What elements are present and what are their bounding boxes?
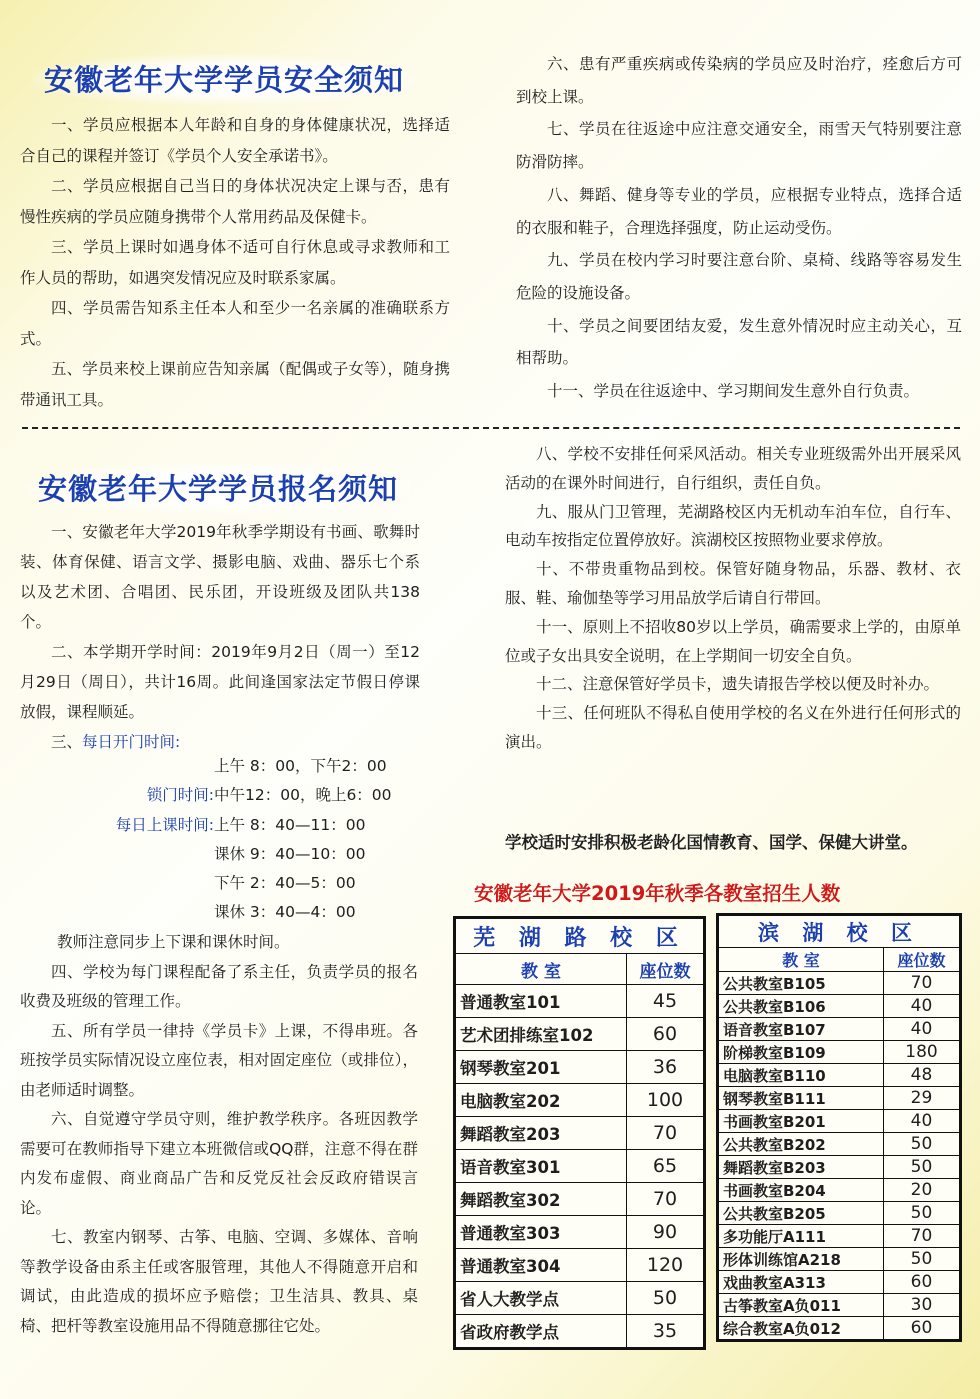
table-row xyxy=(455,1018,705,1051)
lock-time-label: 锁门时间: xyxy=(146,786,214,805)
seat-count: 50 xyxy=(884,1202,961,1225)
room-name: 舞蹈教室302 xyxy=(455,1183,627,1216)
table-row xyxy=(455,1150,705,1183)
seat-count: 20 xyxy=(884,1179,961,1202)
room-name: 艺术团排练室102 xyxy=(455,1018,627,1051)
open-time-value: 上午 8：00，下午2：00 xyxy=(214,757,387,775)
open-time-label: 每日开门时间: xyxy=(82,733,181,751)
table-row xyxy=(718,1110,961,1133)
seat-count: 50 xyxy=(627,1282,705,1315)
enroll-item-1: 一、安徽老年大学2019年秋季学期设有书画、歌舞时装、体育保健、语言文学、摄影电脑、戏曲、器乐七个系以及艺术团、合唱团、民乐团，开设班级及团队共138个。 xyxy=(20,523,420,631)
class-time-4: 课休 3：40—4：00 xyxy=(214,903,356,922)
table-row xyxy=(455,1315,705,1349)
room-name: 普通教室303 xyxy=(455,1216,627,1249)
wuhu-campus-table xyxy=(453,916,706,1350)
schedule-block xyxy=(88,752,392,928)
seat-count: 180 xyxy=(884,1041,961,1064)
seat-count: 29 xyxy=(884,1087,961,1110)
table-row xyxy=(718,1225,961,1248)
seat-count: 35 xyxy=(627,1315,705,1349)
table-row xyxy=(718,1041,961,1064)
seat-count: 65 xyxy=(627,1150,705,1183)
table-row xyxy=(455,1216,705,1249)
safety-right-column xyxy=(516,48,962,408)
seat-count: 70 xyxy=(627,1117,705,1150)
enroll-right-column xyxy=(505,440,961,757)
seat-count: 60 xyxy=(884,1317,961,1341)
safety-item-4: 四、学员需告知系主任本人和至少一名亲属的准确联系方式。 xyxy=(20,299,450,348)
table-row xyxy=(718,1294,961,1317)
seat-count: 40 xyxy=(884,995,961,1018)
room-name: 语音教室B107 xyxy=(718,1018,884,1041)
enroll-left-top xyxy=(20,517,420,757)
room-name: 古筝教室A负011 xyxy=(718,1294,884,1317)
table-row xyxy=(455,1282,705,1315)
table-row xyxy=(718,1018,961,1041)
seat-count: 50 xyxy=(884,1133,961,1156)
safety-item-9: 九、学员在校内学习时要注意台阶、桌椅、线路等容易发生危险的设施设备。 xyxy=(516,251,962,302)
seat-count: 48 xyxy=(884,1064,961,1087)
enroll-item-12: 十二、注意保管好学员卡，遗失请报告学校以便及时补办。 xyxy=(536,675,940,694)
room-name: 钢琴教室201 xyxy=(455,1051,627,1084)
seat-count: 90 xyxy=(627,1216,705,1249)
seat-count: 50 xyxy=(884,1156,961,1179)
room-name: 省政府教学点 xyxy=(455,1315,627,1349)
lock-time-value: 中午12：00，晚上6：00 xyxy=(214,786,392,805)
enroll-item-2: 二、本学期开学时间：2019年9月2日（周一）至12月29日（周日），共计16周。此间逢国家法定节假日停课放假，课程顺延。 xyxy=(20,643,420,721)
table-row xyxy=(718,1317,961,1341)
enroll-title: 安徽老年大学学员报名须知 xyxy=(38,467,398,508)
table-row xyxy=(718,1133,961,1156)
wuhu-table-body xyxy=(455,985,705,1349)
seat-count: 120 xyxy=(627,1249,705,1282)
seat-count: 70 xyxy=(884,1225,961,1248)
table-row xyxy=(718,1202,961,1225)
room-name: 省人大教学点 xyxy=(455,1282,627,1315)
room-name: 综合教室A负012 xyxy=(718,1317,884,1341)
table-row xyxy=(455,1117,705,1150)
seat-count: 70 xyxy=(884,972,961,995)
room-name: 舞蹈教室203 xyxy=(455,1117,627,1150)
room-name: 电脑教室B110 xyxy=(718,1064,884,1087)
room-name: 钢琴教室B111 xyxy=(718,1087,884,1110)
table-row xyxy=(718,1087,961,1110)
enroll-item-4: 四、学校为每门课程配备了系主任，负责学员的报名收费及班级的管理工作。 xyxy=(20,962,418,1010)
room-name: 形体训练馆A218 xyxy=(718,1248,884,1271)
room-name: 阶梯教室B109 xyxy=(718,1041,884,1064)
enroll-left-bottom xyxy=(20,928,418,1341)
seat-count: 70 xyxy=(627,1183,705,1216)
class-time-1: 上午 8：40—11：00 xyxy=(214,815,366,834)
class-time-label: 每日上课时间: xyxy=(115,815,214,834)
enroll-item-11: 十一、原则上不招收80岁以上学员，确需要求上学的，由原单位或子女出具安全说明，在上学期间一切安全自负。 xyxy=(505,617,961,665)
room-name: 语音教室301 xyxy=(455,1150,627,1183)
enroll-item-3-prefix: 三、 xyxy=(51,733,83,751)
teacher-note: 教师注意同步上下课和课休时间。 xyxy=(57,933,290,951)
enroll-item-10: 十、不带贵重物品到校。保管好随身物品，乐器、教材、衣服、鞋、瑜伽垫等学习用品放学后请自行带回。 xyxy=(505,560,961,607)
seat-count: 40 xyxy=(884,1018,961,1041)
binhu-campus-table xyxy=(716,913,962,1342)
table-row xyxy=(455,1051,705,1084)
seat-count: 100 xyxy=(627,1084,705,1117)
safety-item-2: 二、学员应根据自己当日的身体状况决定上课与否，患有慢性疾病的学员应随身携带个人常用药品及保健卡。 xyxy=(20,177,450,226)
lecture-note: 学校适时安排积极老龄化国情教育、国学、保健大讲堂。 xyxy=(505,833,918,852)
room-column-header: 教 室 xyxy=(718,948,884,972)
room-name: 公共教室B205 xyxy=(718,1202,884,1225)
table-row xyxy=(718,972,961,995)
room-name: 公共教室B106 xyxy=(718,995,884,1018)
table-row xyxy=(718,1271,961,1294)
seat-count: 60 xyxy=(884,1271,961,1294)
seats-column-header: 座位数 xyxy=(627,954,705,985)
seats-title: 安徽老年大学2019年秋季各教室招生人数 xyxy=(474,882,841,905)
safety-item-10: 十、学员之间要团结友爱，发生意外情况时应主动关心，互相帮助。 xyxy=(516,316,962,368)
safety-item-1: 一、学员应根据本人年龄和自身的身体健康状况，选择适合自己的课程并签订《学员个人安全承诺书》。 xyxy=(20,116,450,165)
seat-count: 30 xyxy=(884,1294,961,1317)
enroll-item-8: 八、学校不安排任何采风活动。相关专业班级需外出开展采风活动的在课外时间进行，自行组织，责任自负。 xyxy=(505,445,961,492)
enroll-item-9: 九、服从门卫管理，芜湖路校区内无机动车泊车位，自行车、电动车按指定位置停放好。滨湖校区按照物业要求停放。 xyxy=(505,502,961,550)
room-name: 舞蹈教室B203 xyxy=(718,1156,884,1179)
table-row xyxy=(455,1084,705,1117)
table-row xyxy=(455,1249,705,1282)
safety-item-3: 三、学员上课时如遇身体不适可自行休息或寻求教师和工作人员的帮助，如遇突发情况应及时联系家属。 xyxy=(20,238,450,287)
class-time-3: 下午 2：40—5：00 xyxy=(214,874,356,893)
room-name: 普通教室304 xyxy=(455,1249,627,1282)
safety-item-7: 七、学员在往返途中应注意交通安全，雨雪天气特别要注意防滑防摔。 xyxy=(516,120,962,172)
table-row xyxy=(718,1156,961,1179)
table-row xyxy=(718,1064,961,1087)
section-divider xyxy=(22,427,960,429)
room-name: 书画教室B204 xyxy=(718,1179,884,1202)
enroll-item-13: 十三、任何班队不得私自使用学校的名义在外进行任何形式的演出。 xyxy=(505,704,961,751)
enroll-item-5: 五、所有学员一律持《学员卡》上课，不得串班。各班按学员实际情况设立座位表，相对固定座位（或排位），由老师适时调整。 xyxy=(20,1021,418,1099)
enroll-item-7: 七、教室内钢琴、古筝、电脑、空调、多媒体、音响等教学设备由系主任或客服管理，其他人不得随意开启和调试，由此造成的损坏应予赔偿；卫生洁具、教具、桌椅、把杆等教室设施用品不得随意挪往它处。 xyxy=(20,1228,418,1335)
enroll-item-6: 六、自觉遵守学员守则，维护教学秩序。各班因教学需要可在教师指导下建立本班微信或QQ群，注意不得在群内发布虚假、商业商品广告和反党反社会反政府错误言论。 xyxy=(20,1110,418,1217)
table-row xyxy=(455,1183,705,1216)
safety-item-5: 五、学员来校上课前应告知亲属（配偶或子女等），随身携带通讯工具。 xyxy=(20,360,450,409)
safety-title: 安徽老年大学学员安全须知 xyxy=(44,58,404,99)
table-row xyxy=(455,985,705,1018)
seat-count: 50 xyxy=(884,1248,961,1271)
seat-count: 36 xyxy=(627,1051,705,1084)
seat-count: 60 xyxy=(627,1018,705,1051)
seats-column-header: 座位数 xyxy=(884,948,961,972)
table-row xyxy=(718,1248,961,1271)
room-column-header: 教 室 xyxy=(455,954,627,985)
binhu-campus-header: 滨 湖 校 区 xyxy=(718,915,961,948)
wuhu-campus-header: 芜 湖 路 校 区 xyxy=(455,918,705,954)
room-name: 普通教室101 xyxy=(455,985,627,1018)
room-name: 多功能厅A111 xyxy=(718,1225,884,1248)
safety-item-8: 八、舞蹈、健身等专业的学员，应根据专业特点，选择合适的衣服和鞋子，合理选择强度，防止运动受伤。 xyxy=(516,185,962,237)
seat-count: 45 xyxy=(627,985,705,1018)
class-time-2: 课休 9：40—10：00 xyxy=(214,844,366,863)
room-name: 公共教室B202 xyxy=(718,1133,884,1156)
seat-count: 40 xyxy=(884,1110,961,1133)
room-name: 电脑教室202 xyxy=(455,1084,627,1117)
table-row xyxy=(718,995,961,1018)
safety-left-column xyxy=(20,110,450,415)
table-row xyxy=(718,1179,961,1202)
safety-item-11: 十一、学员在往返途中、学习期间发生意外自行负责。 xyxy=(547,382,920,401)
room-name: 书画教室B201 xyxy=(718,1110,884,1133)
safety-item-6: 六、患有严重疾病或传染病的学员应及时治疗，痊愈后方可到校上课。 xyxy=(516,55,962,106)
room-name: 戏曲教室A313 xyxy=(718,1271,884,1294)
room-name: 公共教室B105 xyxy=(718,972,884,995)
binhu-table-body xyxy=(718,972,961,1341)
